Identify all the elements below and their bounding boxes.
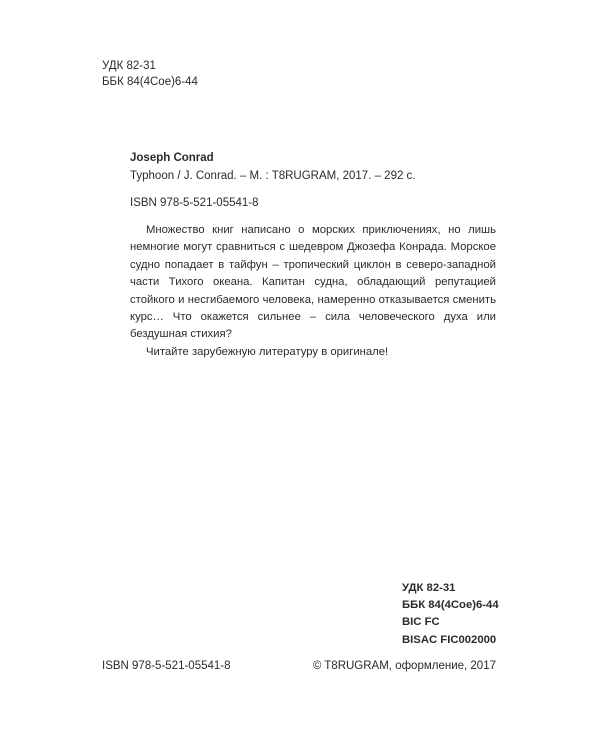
copyright-notice: © T8RUGRAM, оформление, 2017 <box>312 660 496 672</box>
annotation <box>130 222 496 361</box>
author-name: Joseph Conrad <box>130 152 214 164</box>
annotation-paragraph: Множество книг написано о морских приключениях, но лишь немногие могут сравниться с шедевром Джозефа Конрада. Морское судно попадает в тайфун – тропический циклон в северо-западной части Тихого океана. Капитан судна, обладающий репутацией стойкого и несгибаемого человека, намеренно отказывается сменить курс… Что окажется сильнее – сила человеческого духа или бездушная стихия? <box>130 224 496 341</box>
bisac-code: BISAC FIC002000 <box>402 633 497 646</box>
bibliographic-line: Typhoon / J. Conrad. – M. : T8RUGRAM, 2017. – 292 с. <box>130 170 416 182</box>
bottom-classification-codes <box>402 580 499 649</box>
udk-code: УДК 82-31 <box>102 60 156 72</box>
footer-isbn: ISBN 978-5-521-05541-8 <box>102 660 231 672</box>
annotation-paragraph: Читайте зарубежную литературу в оригинале! <box>146 345 389 358</box>
bbk-code: ББК 84(4Сое)6-44 <box>102 76 198 88</box>
udk-code: УДК 82-31 <box>402 582 456 594</box>
bbk-code: ББК 84(4Сое)6-44 <box>402 599 499 612</box>
isbn-main: ISBN 978-5-521-05541-8 <box>130 197 259 209</box>
bic-code: BIC FC <box>402 616 440 629</box>
top-classification-codes <box>102 58 198 90</box>
